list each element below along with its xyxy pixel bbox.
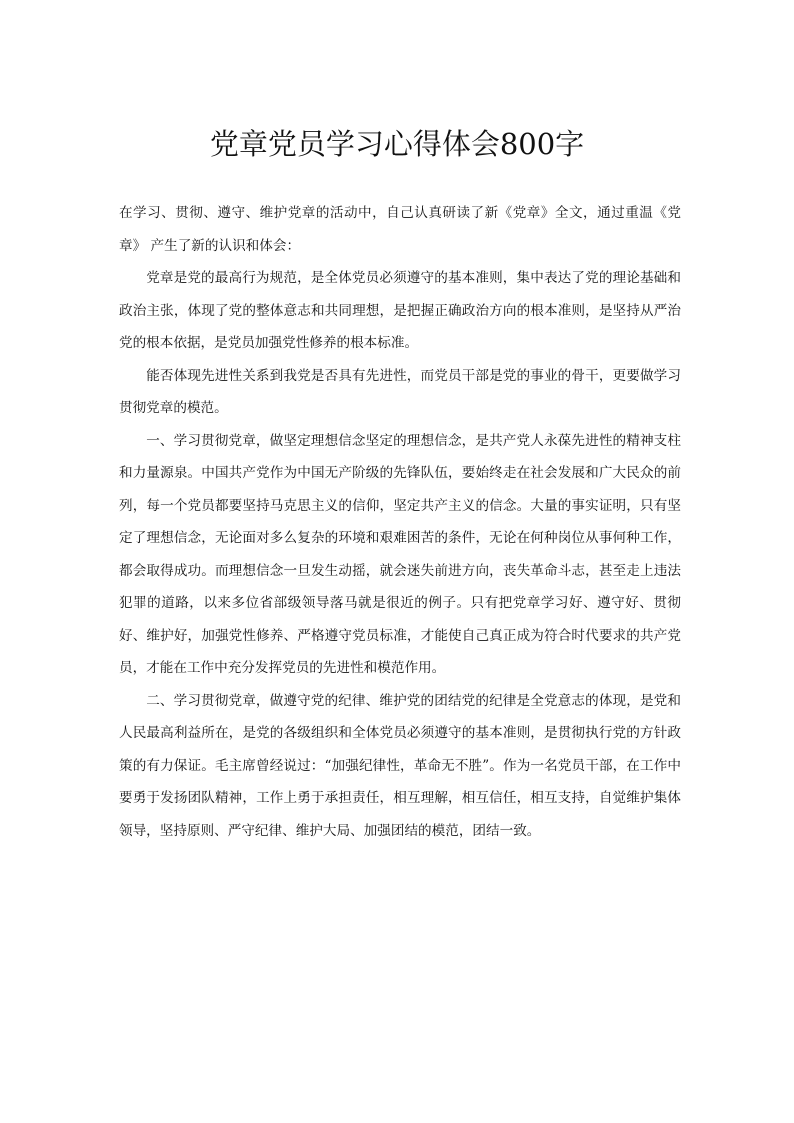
paragraph-section-one: 一、学习贯彻党章，做坚定理想信念坚定的理想信念，是共产党人永葆先进性的精神支柱和力量源泉。中国共产党作为中国无产阶级的先锋队伍，要始终走在社会发展和广大民众的前列，每一个党员都要坚持马克思主义的信仰，坚定共产主义的信念。大量的事实证明，只有坚定了理想信念，无论面对多么复杂的环境和艰难困苦的条件，无论在何种岗位从事何种工作，都会取得成功。而理想信念一旦发生动摇，就会迷失前进方向，丧失革命斗志，甚至走上违法犯罪的道路，以来多位省部级领导落马就是很近的例子。只有把党章学习好、遵守好、贯彻好、维护好，加强党性修养、严格遵守党员标准，才能使自己真正成为符合时代要求的共产党员，才能在工作中充分发挥党员的先进性和模范作用。 xyxy=(119,432,681,676)
document-title: 党章党员学习心得体会800字 xyxy=(209,127,585,161)
paragraph-intro: 在学习、贯彻、遵守、维护党章的活动中，自己认真研读了新《党章》全文，通过重温《党章》 产生了新的认识和体会： xyxy=(119,205,681,254)
document-body xyxy=(119,197,681,847)
paragraph-party-constitution: 党章是党的最高行为规范，是全体党员必须遵守的基本准则，集中表达了党的理论基础和政治主张，体现了党的整体意志和共同理想，是把握正确政治方向的根本准则，是坚持从严治党的根本依据，是党员加强党性修养的根本标准。 xyxy=(119,270,681,351)
paragraph-section-two: 二、学习贯彻党章，做遵守党的纪律、维护党的团结党的纪律是全党意志的体现，是党和人民最高利益所在，是党的各级组织和全体党员必须遵守的基本准则，是贯彻执行党的方针政策的有力保证。毛主席曾经说过：“加强纪律性，革命无不胜”。作为一名党员干部，在工作中要勇于发扬团队精神，工作上勇于承担责任，相互理解，相互信任，相互支持，自觉维护集体领导，坚持原则、严守纪律、维护大局、加强团结的模范，团结一致。 xyxy=(119,692,681,839)
paragraph-advancement: 能否体现先进性关系到我党是否具有先进性，而党员干部是党的事业的骨干，更要做学习贯彻党章的模范。 xyxy=(119,367,681,416)
